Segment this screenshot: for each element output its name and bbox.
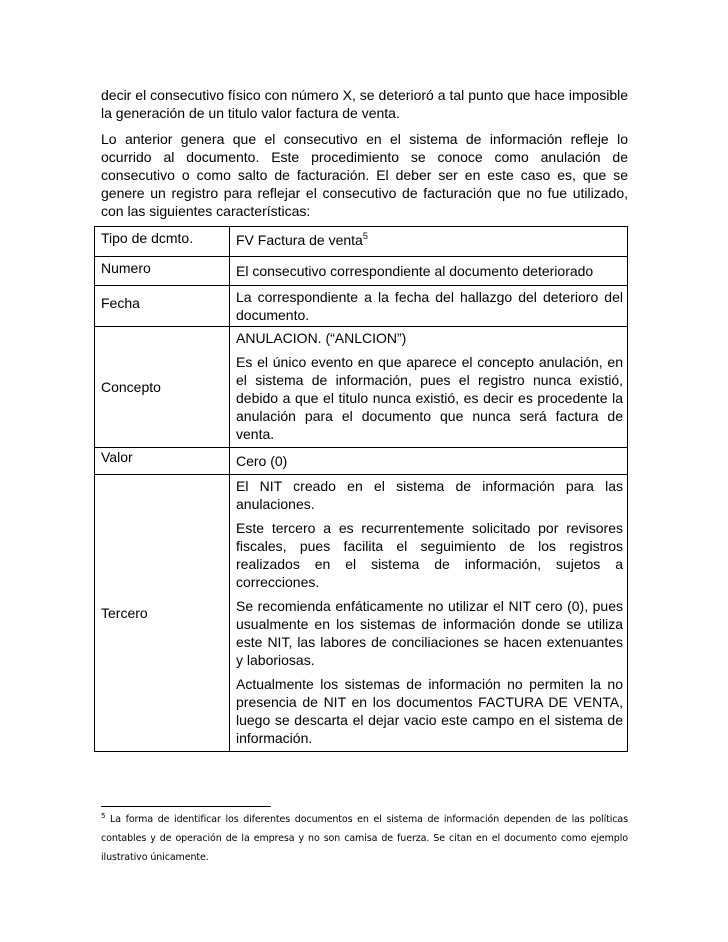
value-valor: Cero (0)	[230, 448, 628, 475]
table-row-tercero	[95, 475, 628, 752]
tercero-text: Este tercero a es recurrentemente solicitado por revisores fiscales, pues facilita el seguimiento de los registros realizados en el sistema de información, sujetos a correcciones.	[236, 520, 623, 590]
tercero-text: El NIT creado en el sistema de información para las anulaciones.	[236, 478, 623, 512]
value-fecha: La correspondiente a la fecha del hallazgo del deterioro del documento.	[230, 286, 628, 327]
footnote-ref: 5	[362, 231, 368, 241]
table-row-tipo	[95, 227, 628, 257]
concepto-text: Es el único evento en que aparece el concepto anulación, en el sistema de información, pues el registro nunca existió, debido a que el titulo nunca existió, es decir es procedente la anulación para el documento que nunca será factura de venta.	[236, 354, 623, 442]
concepto-text: ANULACION. (“ANLCION”)	[236, 330, 407, 346]
label-numero: Numero	[95, 257, 230, 286]
tercero-text: Se recomienda enfáticamente no utilizar el NIT cero (0), pues usualmente en los sistemas de información donde se utiliza este NIT, las labores de conciliaciones se hacen extenuantes y laboriosas.	[236, 598, 623, 668]
table-row-valor	[95, 448, 628, 475]
footnote-text: La forma de identificar los diferentes documentos en el sistema de información dependen de las políticas contables y de operación de la empresa y no son camisa de fuerza. Se citan en el documento como ejemplo ilustrativo únicamente.	[101, 814, 628, 863]
table-row-concepto	[95, 327, 628, 448]
tercero-text: Actualmente los sistemas de información no permiten la no presencia de NIT en los documentos FACTURA DE VENTA, luego se descarta el dejar vacio este campo en el sistema de información.	[236, 676, 623, 746]
label-tercero: Tercero	[95, 475, 230, 752]
value-tercero	[230, 475, 628, 752]
value-numero: El consecutivo correspondiente al documento deteriorado	[230, 257, 628, 286]
footnote	[101, 810, 628, 867]
footnote-number: 5	[101, 812, 106, 820]
value-tipo: FV Factura de venta$^5$	[230, 227, 628, 257]
table-row-fecha	[95, 286, 628, 327]
footnote-divider	[101, 806, 271, 807]
document-characteristics-table	[94, 226, 628, 752]
paragraph-anulacion: Lo anterior genera que el consecutivo en el sistema de información refleje lo ocurrido al documento. Este procedimiento se conoce como anulación de consecutivo o como salto de facturación. El deber ser en este caso es, que se genere un registro para reflejar el consecutivo de facturación que no fue utilizado, con las siguientes características:	[101, 131, 628, 219]
label-valor: Valor	[95, 448, 230, 475]
table-row-numero	[95, 257, 628, 286]
label-fecha: Fecha	[95, 286, 230, 327]
value-concepto	[230, 327, 628, 448]
paragraph-intro: decir el consecutivo físico con número X, se deterioró a tal punto que hace imposible la generación de un titulo valor factura de venta.	[101, 87, 628, 121]
label-concepto: Concepto	[95, 327, 230, 448]
label-tipo: Tipo de dcmto.	[95, 227, 230, 257]
